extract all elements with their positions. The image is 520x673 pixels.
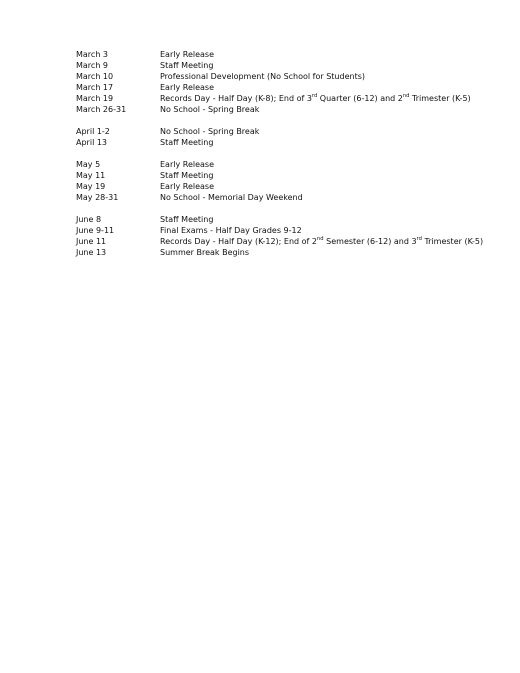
event-text-part: Records Day - Half Day (K-12); End of 2: [160, 237, 318, 247]
event-description: Staff Meeting: [160, 61, 214, 71]
event-date: March 10: [76, 72, 114, 82]
event-date: May 11: [76, 171, 106, 181]
event-date: March 26-31: [76, 105, 127, 115]
event-date: May 28-31: [76, 193, 119, 203]
event-description: Early Release: [160, 182, 215, 192]
calendar-row: [76, 181, 506, 192]
event-text-part: Trimester (K-5): [409, 94, 471, 104]
calendar-row: [76, 104, 506, 115]
calendar-row: [76, 192, 506, 203]
calendar-row: [76, 214, 506, 225]
ordinal-suffix: rd: [416, 235, 422, 242]
calendar-row: [76, 49, 506, 60]
calendar-row: [76, 126, 506, 137]
calendar-row: [76, 137, 506, 148]
calendar-group-june: [76, 214, 506, 258]
event-description: Early Release: [160, 83, 215, 93]
event-date: June 11: [76, 237, 107, 247]
school-calendar-list: [76, 49, 506, 269]
event-date: June 8: [76, 214, 102, 224]
ordinal-suffix: rd: [311, 93, 318, 100]
calendar-group-march: [76, 49, 506, 116]
event-description: Staff Meeting: [160, 138, 214, 148]
event-description: Early Release: [160, 50, 215, 59]
calendar-group-may: [76, 159, 506, 203]
event-description: No School - Memorial Day Weekend: [160, 193, 303, 203]
calendar-group-april: [76, 126, 506, 148]
event-description: [160, 93, 471, 104]
event-text-part: Records Day - Half Day (K-8); End of 3: [160, 94, 312, 104]
calendar-groups: [76, 49, 506, 258]
event-date: March 17: [76, 83, 114, 93]
calendar-row: [76, 82, 506, 93]
event-date: March 19: [76, 94, 114, 104]
ordinal-suffix: nd: [317, 235, 324, 242]
event-date: May 19: [76, 182, 106, 192]
ordinal-suffix: nd: [402, 93, 410, 100]
event-description: [160, 236, 483, 247]
event-description: Staff Meeting: [160, 214, 214, 224]
calendar-row: [76, 159, 506, 170]
event-text-part: Semester (6-12) and 3: [323, 237, 417, 247]
event-description: No School - Spring Break: [160, 105, 260, 115]
event-date: June 13: [76, 248, 107, 258]
calendar-row: [76, 170, 506, 181]
calendar-row: [76, 93, 506, 104]
event-description: Early Release: [160, 159, 215, 169]
event-description: Final Exams - Half Day Grades 9-12: [160, 226, 302, 235]
event-description: No School - Spring Break: [160, 127, 260, 137]
event-date: April 1-2: [76, 127, 110, 137]
event-description: Staff Meeting: [160, 171, 214, 181]
event-date: May 5: [76, 159, 101, 169]
event-date: June 9-11: [76, 226, 115, 235]
event-description: Summer Break Begins: [160, 248, 250, 258]
event-description: Professional Development (No School for Students): [160, 72, 365, 82]
calendar-row: [76, 71, 506, 82]
calendar-row: [76, 247, 506, 258]
event-text-part: Quarter (6-12) and 2: [317, 94, 403, 104]
event-text-part: Trimester (K-5): [421, 237, 484, 247]
calendar-row: [76, 60, 506, 71]
calendar-row: [76, 225, 506, 236]
event-date: March 9: [76, 61, 109, 71]
calendar-row: [76, 236, 506, 247]
event-date: March 3: [76, 50, 109, 59]
event-date: April 13: [76, 138, 108, 148]
